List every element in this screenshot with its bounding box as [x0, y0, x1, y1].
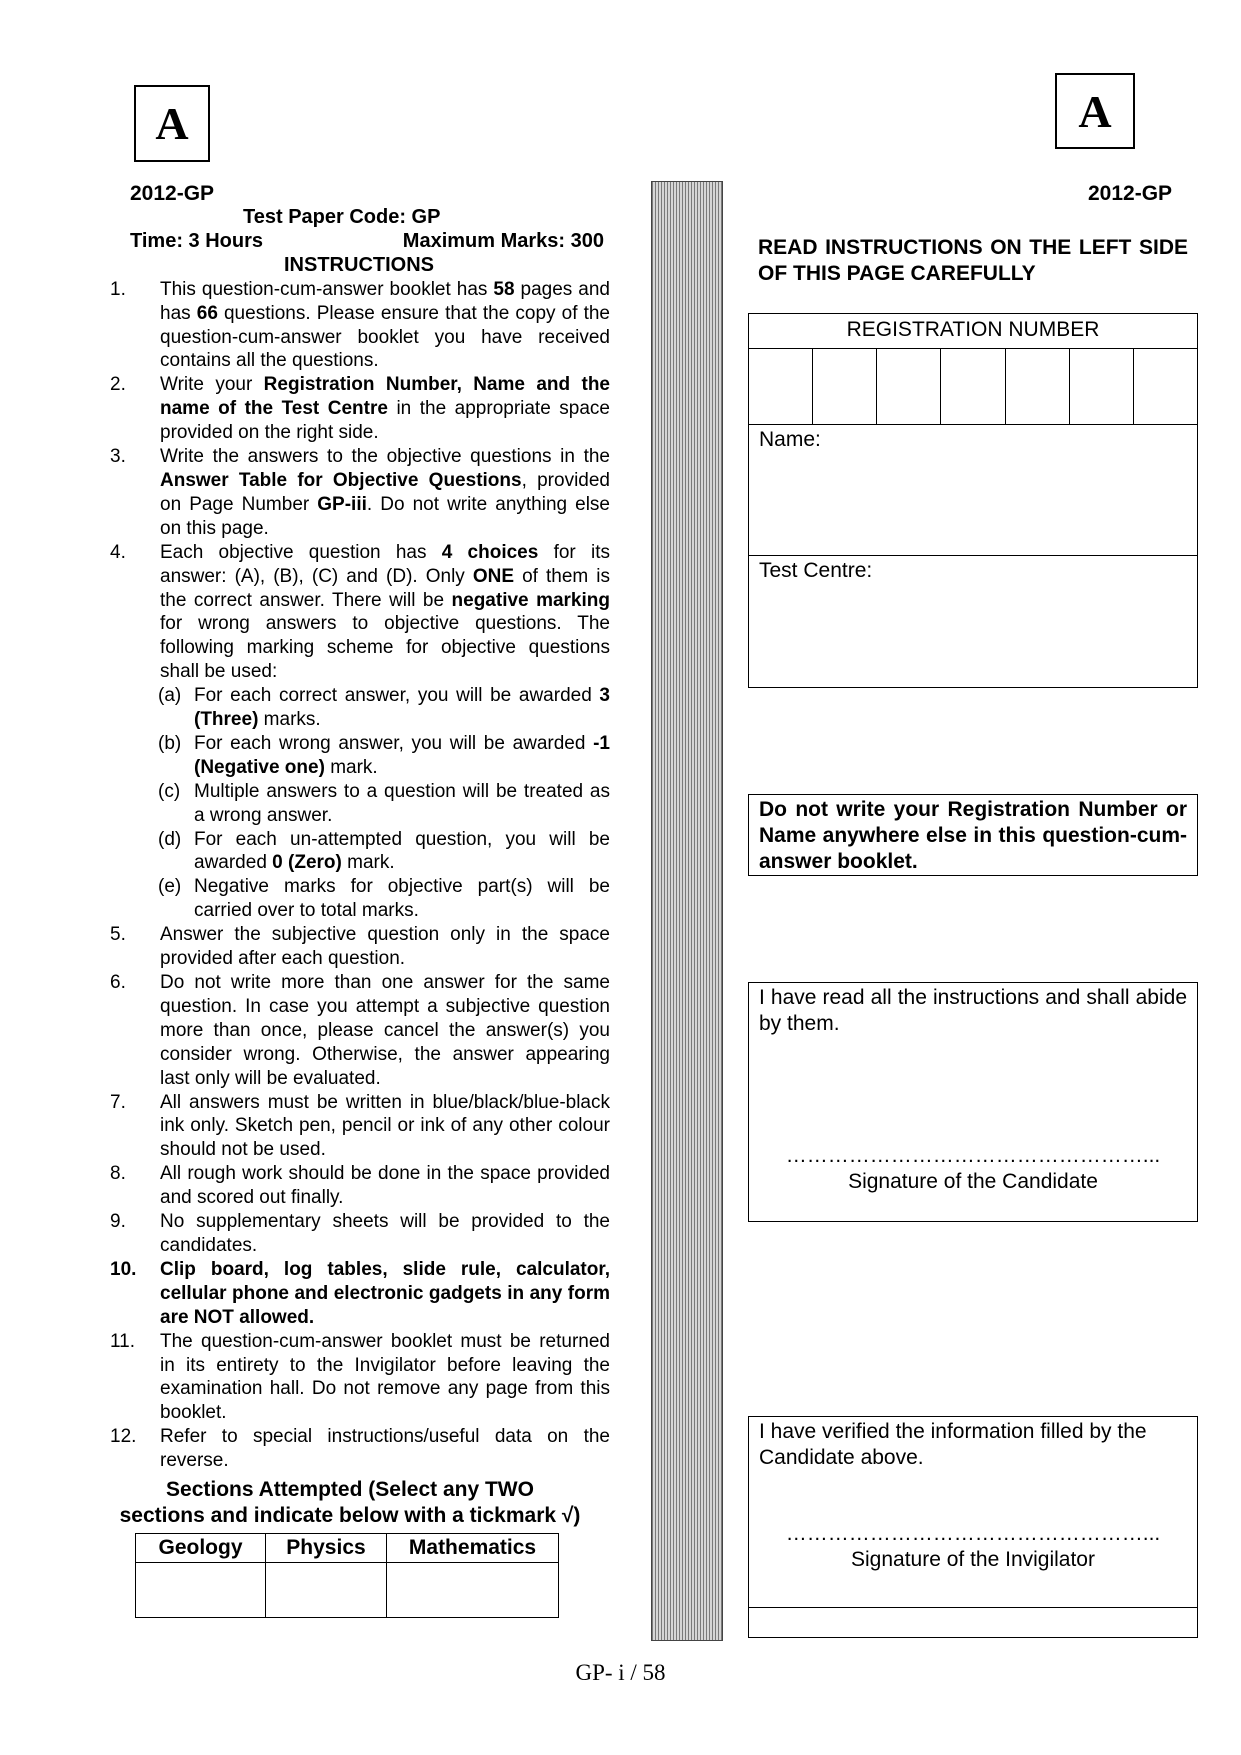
verification-text: I have verified the information filled by the Candidate above.: [759, 1420, 1147, 1469]
instruction-item: 10. Clip board, log tables, slide rule, calculator, cellular phone and electronic gadgets in any form are NOT allowed.: [110, 1258, 610, 1328]
section-header-geology: Geology: [136, 1534, 266, 1563]
paper-set-letter: A: [155, 98, 189, 149]
registration-digit-cell[interactable]: [877, 349, 941, 425]
registration-box: [748, 313, 1198, 425]
paper-code-left: 2012-GP: [130, 182, 215, 205]
marking-scheme-item: (c) Multiple answers to a question will be treated as a wrong answer.: [158, 780, 610, 826]
invigilator-extra-row: [748, 1607, 1198, 1638]
registration-digit-cell[interactable]: [813, 349, 877, 425]
instruction-item: 8. All rough work should be done in the space provided and scored out finally.: [110, 1163, 610, 1209]
candidate-signature-line[interactable]: ……………………………………………...: [785, 1144, 1161, 1167]
instructions-list: [110, 278, 611, 1473]
warning-box: [748, 794, 1198, 876]
name-label: Name:: [759, 428, 821, 451]
section-tick-mathematics[interactable]: [387, 1563, 559, 1618]
marking-scheme-list: [158, 684, 610, 923]
instruction-item: 11. The question-cum-answer booklet must be returned in its entirety to the Invigilator before leaving the examination hall. Do not remove any page from this booklet.: [110, 1330, 610, 1424]
invigilator-verification-box: [748, 1416, 1198, 1608]
section-header-physics: Physics: [266, 1534, 387, 1563]
registration-digit-cell[interactable]: [1006, 349, 1070, 425]
declaration-text: I have read all the instructions and shall abide by them.: [759, 986, 1187, 1035]
warning-text: Do not write your Registration Number or Name anywhere else in this question-cum-answer booklet.: [759, 798, 1187, 873]
section-header-mathematics: Mathematics: [387, 1534, 559, 1563]
test-centre-field[interactable]: [748, 555, 1198, 688]
instruction-item: 1. This question-cum-answer booklet has 58 pages and has 66 questions. Please ensure that the copy of the question-cum-answer booklet you have received contains all the questions.: [110, 278, 611, 372]
registration-digit-cells: [749, 349, 1197, 425]
registration-digit-cell[interactable]: [941, 349, 1005, 425]
paper-set-letter: A: [1078, 85, 1112, 137]
exam-duration: Time: 3 Hours: [130, 229, 263, 252]
instructions-heading: INSTRUCTIONS: [284, 253, 434, 276]
marking-scheme-item: (a) For each correct answer, you will be awarded 3 (Three) marks.: [158, 685, 610, 731]
paper-set-box-left: [134, 85, 210, 162]
name-field[interactable]: [748, 424, 1198, 556]
invigilator-signature-line[interactable]: ……………………………………………...: [785, 1522, 1161, 1545]
registration-digit-cell[interactable]: [1134, 349, 1197, 425]
candidate-declaration-box: [748, 982, 1198, 1222]
instruction-item: 7. All answers must be written in blue/black/blue-black ink only. Sketch pen, pencil or ink of any other colour should not be used.: [110, 1091, 610, 1161]
instruction-item: 9. No supplementary sheets will be provided to the candidates.: [110, 1211, 610, 1256]
paper-set-box-right: [1055, 73, 1135, 149]
instruction-item: 5. Answer the subjective question only in the space provided after each question.: [110, 924, 610, 970]
instruction-item: 4. Each objective question has 4 choices for its answer: (A), (B), (C) and (D). Only ONE of them is the correct answer. There will be negative marking for wrong answers to objective questions. The following marking scheme for objective questions shall be used: (a) For each correct answer, you will be awarded 3 (Three) marks. (b) For each wrong answer, you will be awarded -1 (Negative one) mark. (c) Multiple answers to a question will be treated as a wrong answer. (d) For each un-attempted question, you will be awarded 0 (Zero) mark. (e) Negative marks for objective part(s) will be carried over to total marks.: [110, 541, 610, 922]
sections-title: Sections Attempted (Select any TWO sections and indicate below with a tickmark √): [119, 1478, 581, 1527]
marking-scheme-item: (b) For each wrong answer, you will be awarded -1 (Negative one) mark.: [158, 732, 610, 778]
instruction-item: 2. Write your Registration Number, Name and the name of the Test Centre in the appropriate space provided on the right side.: [110, 374, 610, 444]
registration-label: REGISTRATION NUMBER: [749, 314, 1197, 349]
test-paper-code: Test Paper Code: GP: [243, 206, 441, 228]
maximum-marks: Maximum Marks: 300: [402, 229, 604, 252]
binding-spine: [651, 181, 723, 1641]
section-tick-geology[interactable]: [136, 1563, 266, 1618]
read-instructions-notice: READ INSTRUCTIONS ON THE LEFT SIDE OF THIS PAGE CAREFULLY: [758, 236, 1188, 285]
candidate-signature-label: Signature of the Candidate: [848, 1170, 1098, 1193]
section-tick-physics[interactable]: [266, 1563, 387, 1618]
invigilator-signature-label: Signature of the Invigilator: [851, 1548, 1095, 1571]
registration-digit-cell[interactable]: [749, 349, 813, 425]
marking-scheme-item: (d) For each un-attempted question, you will be awarded 0 (Zero) mark.: [158, 828, 610, 874]
page-number: GP- i / 58: [575, 1660, 666, 1685]
instruction-item: 12. Refer to special instructions/useful data on the reverse.: [110, 1426, 610, 1472]
paper-code-right: 2012-GP: [1088, 182, 1173, 205]
marking-scheme-item: (e) Negative marks for objective part(s) will be carried over to total marks.: [158, 876, 610, 922]
sections-table: [135, 1533, 559, 1618]
instructions-column: [110, 180, 611, 1473]
test-centre-label: Test Centre:: [759, 559, 873, 582]
instruction-item: 6. Do not write more than one answer for the same question. In case you attempt a subjective question more than once, please cancel the answer(s) you consider wrong. Otherwise, the answer appearing last only will be evaluated.: [110, 972, 610, 1089]
instruction-item: 3. Write the answers to the objective questions in the Answer Table for Objective Questions, provided on Page Number GP-iii. Do not write anything else on this page.: [110, 446, 611, 539]
registration-digit-cell[interactable]: [1070, 349, 1134, 425]
